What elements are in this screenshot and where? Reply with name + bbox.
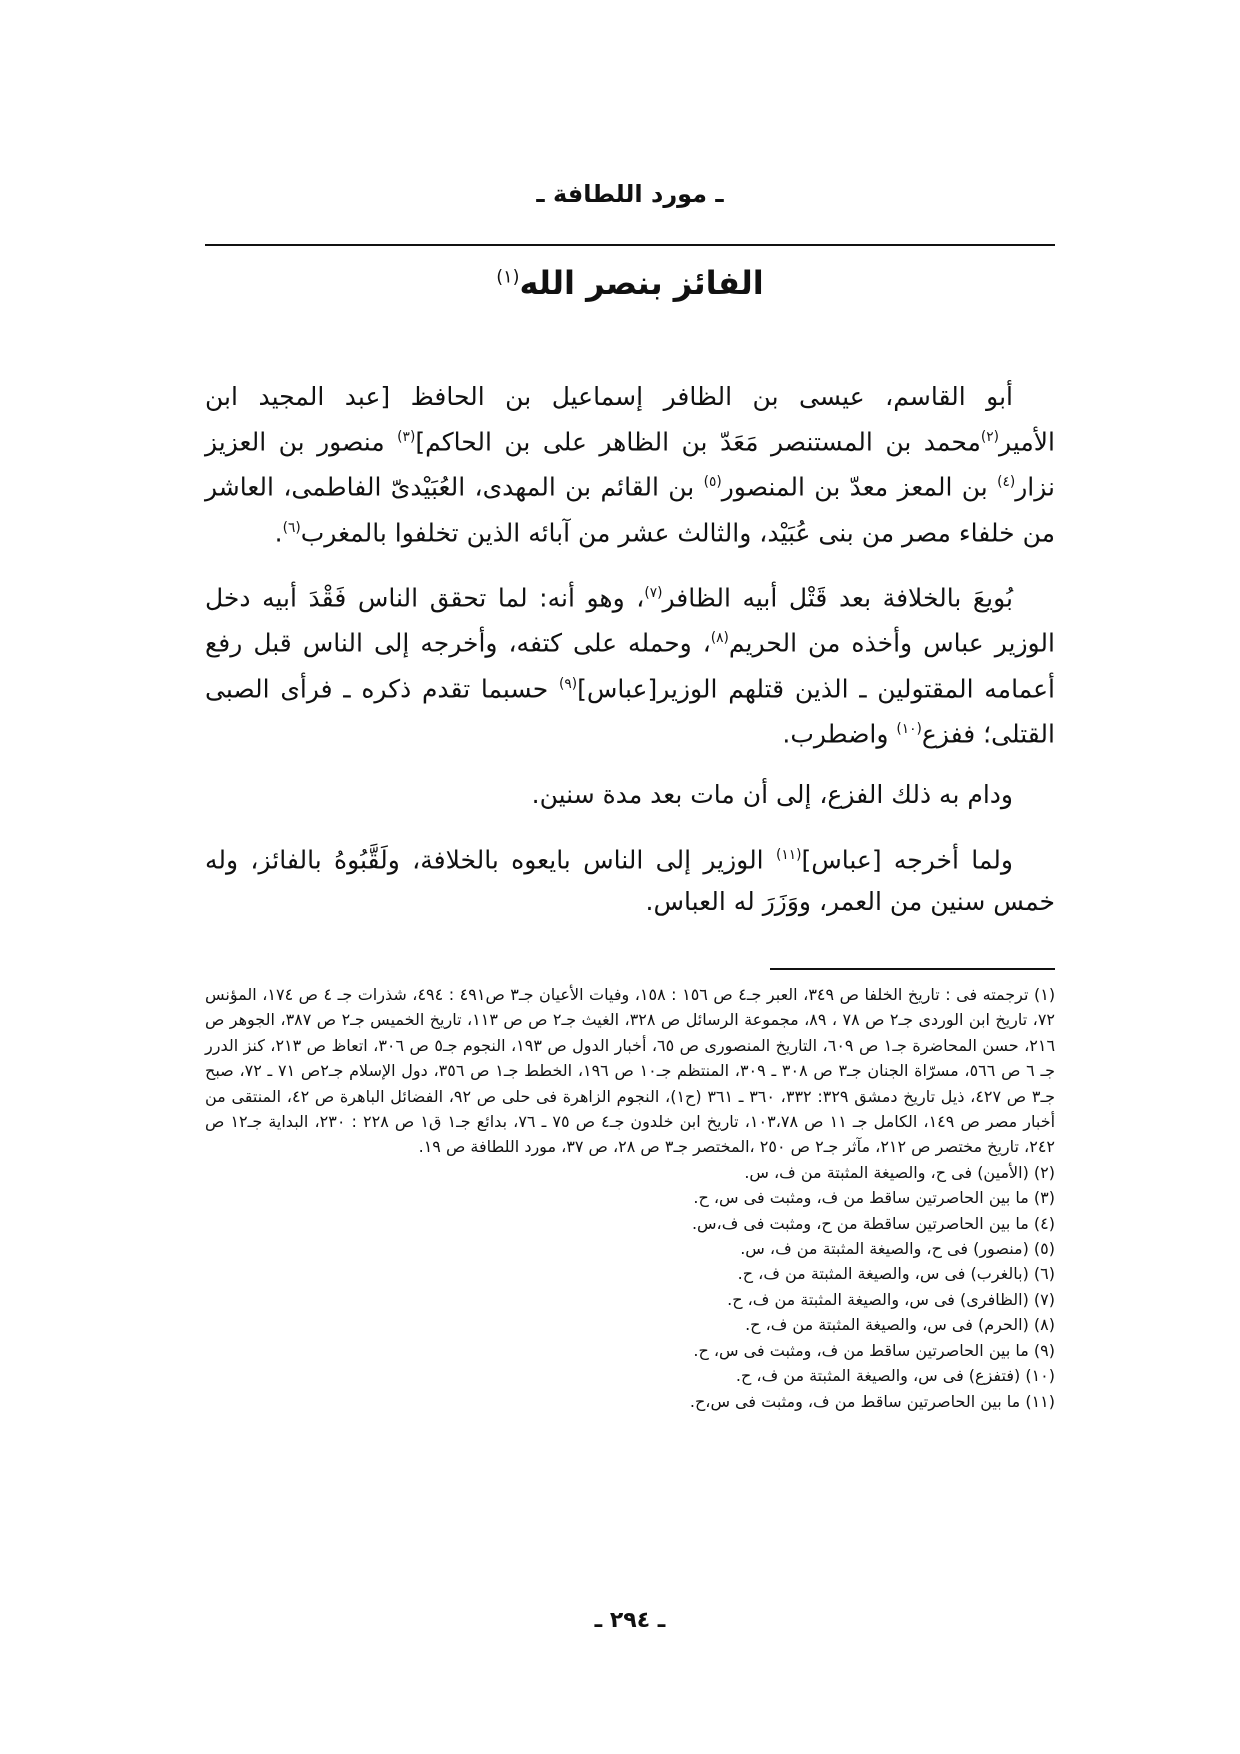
footnote-ref: (٣) bbox=[397, 429, 416, 445]
text-run: بُويعَ بالخلافة بعد قَتْل أبيه الظافر bbox=[662, 583, 1013, 613]
text-run: منصور بن العزيز نزار bbox=[205, 427, 1056, 502]
chapter-title-text: الفائز بنصر الله bbox=[519, 264, 764, 302]
text-run: بن المعز معدّ بن المنصور bbox=[721, 472, 998, 502]
main-text bbox=[205, 376, 1055, 942]
text-run: ، وحمله على كتفه، وأخرجه إلى الناس قبل رفع أعمامه المقتولين ـ الذين قتلهم الوزير[عباس] bbox=[205, 628, 1055, 703]
paragraph-lineage bbox=[205, 376, 1055, 553]
text-run: ولما أخرجه [عباس] bbox=[801, 845, 1013, 875]
footnote-11: (١١) ما بين الحاصرتين ساقط من ف، ومثبت فى س،ح. bbox=[689, 1391, 1055, 1411]
header-rule bbox=[205, 244, 1055, 246]
footnote-1: (١) ترجمته فى : تاريخ الخلفا ص ٣٤٩، العبر جـ٤ ص ١٥٦ : ١٥٨، وفيات الأعيان جـ٣ ص٤٩١ : ٤٩٤، شذرات جـ ٤ ص ١٧٤، المؤنس ٧٢، تاريخ ابن الوردى جـ٢ ص ٧٨ ، ٨٩، مجموعة الرسائل ص ٣٢٨، الغيث جـ٢ ص ص ١١٣، تاريخ الخميس جـ٢ ص ٣٨٧، الجوهر ص ٢١٦، حسن المحاضرة جـ١ ص ٦٠٩، التاريخ المنصورى ص ٦٥، أخبار الدول ص ١٩٣، النجوم جـ٥ ص ٣٠٦، اتعاظ ص ٢١٣، كنز الدرر جـ ٦ ص ٥٦٦، مسرّاة الجنان جـ٣ ص ٣٠٨ ـ ٣٠٩، المنتظم جـ١٠ ص ١٩٦، الخطط جـ١ ص ٣٥٦، دول الإسلام جـ٢ص ٧١ ـ ٧٢، صبح جـ٣ ص ٤٢٧، ذيل تاريخ دمشق ٣٢٩: ٣٣٢، ٣٦٠ ـ ٣٦١ (ح١)، النجوم الزاهرة فى حلى ص ٩٢، الفضائل الباهرة ص ٤٢، المنتقى من أخبار مصر ص ١٤٩، الكامل جـ ١١ ص ١٠٣،٧٨، تاريخ ابن خلدون جـ٤ ص ٧٥ ـ ٧٦، بدائع جـ١ ق١ ص ٢٢٨ : ٢٣٠، البداية جـ١٢ ص ٢٤٢، تاريخ مختصر ص ٢١٢، مآثر جـ٢ ص ٢٥٠ ،المختصر جـ٣ ص ٢٨، ص ٣٧، مورد اللطافة ص ١٩. bbox=[205, 985, 1056, 1157]
footnote-ref: (١٠) bbox=[896, 720, 922, 737]
footnote-ref: (٦) bbox=[282, 519, 301, 536]
text-run: ، وهو أنه: لما تحقق الناس فَقْدَ أبيه دخل الوزير عباس وأخذه من الحريم bbox=[205, 583, 1055, 658]
text-run: بن القائم بن المهدى، العُبَيْدىّ الفاطمى، العاشر من خلفاء مصر من بنى عُبَيْد، والثالث عشر من آبائه الذين تخلفوا بالمغرب bbox=[205, 472, 1055, 547]
footnote-7: (٧) (الظافرى) فى س، والصيغة المثبتة من ف، ح. bbox=[727, 1289, 1055, 1309]
footnote-5: (٥) (منصور) فى ح، والصيغة المثبتة من ف، س. bbox=[740, 1239, 1055, 1259]
paragraph-title bbox=[205, 835, 1055, 921]
footnote-ref: (٨) bbox=[710, 630, 729, 647]
footnote-ref: (١١) bbox=[775, 847, 802, 864]
chapter-title bbox=[205, 264, 1055, 302]
footnote-ref: (٥) bbox=[703, 474, 722, 491]
footnote-rule bbox=[770, 968, 1055, 970]
footnote-2: (٢) (الأمين) فى ح، والصيغة المثبتة من ف، س. bbox=[744, 1162, 1055, 1182]
text-run: محمد بن المستنصر مَعَدّ بن الظاهر على بن الحاكم] bbox=[415, 427, 981, 457]
footnote-3: (٣) ما بين الحاصرتين ساقط من ف، ومثبت فى س، ح. bbox=[693, 1188, 1055, 1208]
page-number: ـ ٢٩٤ ـ bbox=[594, 1608, 666, 1633]
chapter-footnote-ref: (١) bbox=[496, 267, 520, 288]
text-run: . bbox=[274, 517, 283, 547]
footnotes bbox=[205, 982, 1055, 1414]
text-run: ودام به ذلك الفزع، إلى أن مات بعد مدة سنين. bbox=[531, 780, 1013, 810]
paragraph-accession bbox=[205, 573, 1055, 754]
text-run: حسبما تقدم ذكره ـ فرأى الصبى القتلى؛ ففزع bbox=[205, 673, 1055, 749]
footnote-8: (٨) (الحرم) فى س، والصيغة المثبتة من ف، ح. bbox=[745, 1315, 1055, 1335]
text-run: أبو القاسم، عيسى بن الظافر إسماعيل بن الحافظ [عبد المجيد ابن الأمير bbox=[205, 382, 1055, 457]
footnote-4: (٤) ما بين الحاصرتين ساقطة من ح، ومثبت فى ف،س. bbox=[691, 1213, 1055, 1233]
paragraph-fear bbox=[205, 774, 1055, 815]
footnote-ref: (٢) bbox=[980, 429, 1000, 445]
footnote-ref: (٤) bbox=[997, 474, 1016, 491]
footnote-10: (١٠) (فتفزع) فى س، والصيغة المثبتة من ف، ح. bbox=[735, 1366, 1055, 1386]
footnote-ref: (٩) bbox=[558, 675, 578, 692]
text-run: واضطرب. bbox=[782, 719, 897, 749]
text-run: الوزير إلى الناس بايعوه بالخلافة، ولَقَّبُوهُ بالفائز، وله خمس سنين من العمر، ووَزَرَ له العباس. bbox=[205, 845, 1055, 916]
footnote-ref: (٧) bbox=[644, 584, 663, 601]
footnote-9: (٩) ما بين الحاصرتين ساقط من ف، ومثبت فى س، ح. bbox=[693, 1340, 1055, 1360]
running-title: ـ مورد اللطافة ـ bbox=[536, 180, 724, 208]
footnote-6: (٦) (بالغرب) فى س، والصيغة المثبتة من ف، ح. bbox=[737, 1264, 1055, 1284]
